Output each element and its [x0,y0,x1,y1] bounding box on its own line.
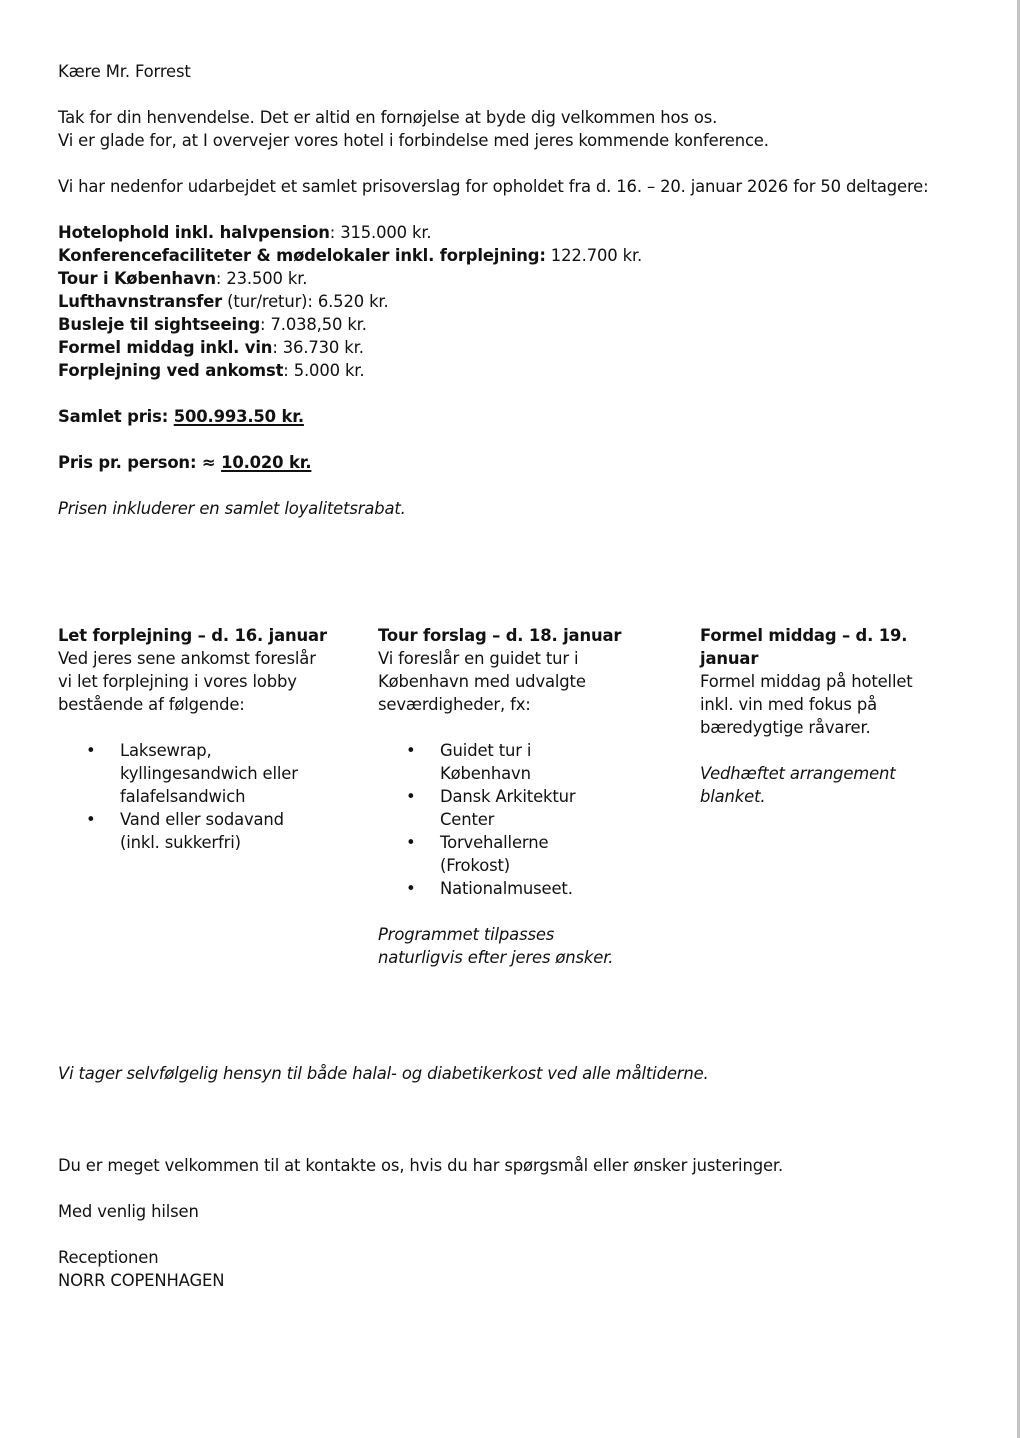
total-price-label: Samlet pris: [58,407,174,426]
column-body: Formel middag på hotellet inkl. vin med fokus på bæredygtige råvarer. [700,672,913,737]
price-item [58,313,978,336]
price-list [58,221,978,382]
price-item-label: Konferencefaciliteter & mødelokaler inkl. forplejning: [58,246,546,265]
dietary-note: Vi tager selvfølgelig hensyn til både halal- og diabetikerkost ved alle måltiderne. [58,1064,709,1083]
price-item-label: Busleje til sightseeing [58,315,261,334]
discount-note: Prisen inkluderer en samlet loyalitetsrabat. [58,499,406,518]
column-note: Vedhæftet arrangement blanket. [700,764,896,806]
price-item [58,359,978,382]
column-tour [378,624,648,969]
price-item-label: Tour i København [58,269,216,288]
sender: Receptionen [58,1248,159,1267]
closing: Med venlig hilsen [58,1202,199,1221]
column-note: Programmet tilpasses naturligvis efter jeres ønsker. [378,925,614,967]
price-item [58,336,978,359]
contact-line: Du er meget velkommen til at kontakte os, hvis du har spørgsmål eller ønsker justeringer. [58,1156,784,1175]
letter-footer [58,1062,978,1292]
per-person-price [58,451,978,474]
price-item-label: Hotelophold inkl. halvpension [58,223,330,242]
column-title: Formel middag – d. 19. januar [700,626,908,668]
column-title: Tour forslag – d. 18. januar [378,626,622,645]
estimate-intro: Vi har nedenfor udarbejdet et samlet prisoverslag for opholdet fra d. 16. – 20. januar 2026 for 50 deltagere: [58,177,929,196]
price-item [58,221,978,244]
price-item-value: 122.700 kr. [545,246,643,265]
total-price [58,405,978,428]
company-name: NORR COPENHAGEN [58,1271,225,1290]
letter-body [58,60,978,520]
price-item-value: : 5.000 kr. [283,361,365,380]
list-item: • Dansk Arkitektur Center [378,785,600,831]
price-item [58,290,978,313]
price-item-value: : 6.520 kr. [307,292,389,311]
price-item [58,244,978,267]
list-item: • Guidet tur i København [378,739,570,785]
list-item: • Nationalmuseet. [378,877,610,900]
column-body: Ved jeres sene ankomst foreslår vi let forplejning i vores lobby bestående af følgende: [58,649,316,714]
intro-line-2: Vi er glade for, at I overvejer vores hotel i forbindelse med jeres kommende konference. [58,131,769,150]
total-price-value: 500.993.50 kr. [173,407,304,426]
price-item-label: Lufthavnstransfer [58,292,223,311]
list-item: • Vand eller sodavand (inkl. sukkerfri) [58,808,320,854]
price-item-suffix: (tur/retur) [222,292,308,311]
column-formal-dinner [700,624,970,808]
list-item: • Laksewrap, kyllingesandwich eller falafelsandwich [58,739,320,808]
salutation: Kære Mr. Forrest [58,62,191,81]
price-item [58,267,978,290]
column-light-catering [58,624,328,854]
column-body: Vi foreslår en guidet tur i København med udvalgte seværdigheder, fx: [378,649,586,714]
column-list [58,739,328,854]
price-item-value: : 7.038,50 kr. [260,315,367,334]
price-item-value: : 23.500 kr. [215,269,308,288]
column-list [378,739,648,900]
price-item-label: Forplejning ved ankomst [58,361,284,380]
column-title: Let forplejning – d. 16. januar [58,626,327,645]
price-item-label: Formel middag inkl. vin [58,338,273,357]
intro-line-1: Tak for din henvendelse. Det er altid en fornøjelse at byde dig velkommen hos os. [58,108,718,127]
program-columns [58,624,978,984]
list-item: • Torvehallerne (Frokost) [378,831,580,877]
price-item-value: : 36.730 kr. [272,338,364,357]
price-item-value: : 315.000 kr. [329,223,432,242]
per-person-label: Pris pr. person: ≈ [58,453,222,472]
per-person-value: 10.020 kr. [221,453,312,472]
